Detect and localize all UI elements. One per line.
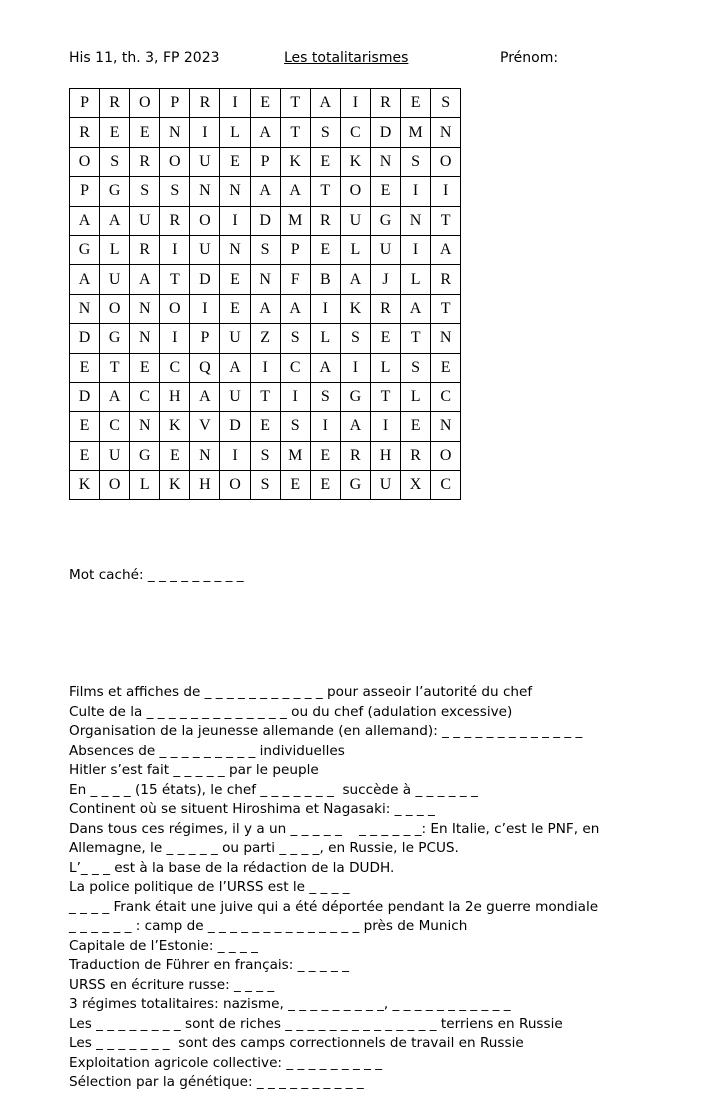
- grid-row: [70, 294, 461, 323]
- name-label: Prénom:: [500, 50, 559, 66]
- grid-cell: I: [340, 89, 370, 118]
- question-line: Culte de la _ _ _ _ _ _ _ _ _ _ _ _ _ ou du chef (adulation excessive): [69, 703, 513, 720]
- grid-cell: T: [250, 382, 280, 411]
- grid-cell: I: [431, 177, 461, 206]
- grid-cell: N: [250, 265, 280, 294]
- grid-cell: E: [310, 147, 340, 176]
- grid-cell: D: [70, 382, 100, 411]
- grid-cell: P: [160, 89, 190, 118]
- grid-cell: P: [280, 235, 310, 264]
- grid-cell: E: [220, 294, 250, 323]
- grid-cell: E: [370, 324, 400, 353]
- grid-cell: R: [190, 89, 220, 118]
- question-line: L’_ _ _ est à la base de la rédaction de la DUDH.: [69, 859, 395, 876]
- grid-cell: N: [431, 118, 461, 147]
- grid-cell: R: [160, 206, 190, 235]
- grid-cell: U: [130, 206, 160, 235]
- grid-cell: N: [160, 118, 190, 147]
- grid-cell: S: [250, 235, 280, 264]
- grid-cell: R: [130, 147, 160, 176]
- grid-cell: A: [310, 89, 340, 118]
- grid-cell: E: [401, 89, 431, 118]
- grid-cell: O: [431, 147, 461, 176]
- grid-cell: D: [250, 206, 280, 235]
- grid-cell: N: [401, 206, 431, 235]
- grid-cell: B: [310, 265, 340, 294]
- grid-cell: O: [190, 206, 220, 235]
- grid-cell: H: [160, 382, 190, 411]
- grid-cell: C: [130, 382, 160, 411]
- question-line: Capitale de l’Estonie: _ _ _ _: [69, 937, 258, 954]
- grid-cell: N: [431, 324, 461, 353]
- grid-cell: A: [340, 265, 370, 294]
- grid-row: [70, 89, 461, 118]
- grid-cell: I: [220, 206, 250, 235]
- grid-cell: I: [220, 89, 250, 118]
- grid-cell: M: [280, 206, 310, 235]
- grid-cell: A: [100, 382, 130, 411]
- question-line: URSS en écriture russe: _ _ _ _: [69, 976, 275, 993]
- question-line: Continent où se situent Hiroshima et Nagasaki: _ _ _ _: [69, 801, 435, 817]
- grid-cell: S: [310, 118, 340, 147]
- question-line: Absences de _ _ _ _ _ _ _ _ _ individuelles: [69, 742, 345, 759]
- grid-cell: J: [370, 265, 400, 294]
- grid-cell: R: [310, 206, 340, 235]
- grid-cell: K: [280, 147, 310, 176]
- grid-cell: E: [310, 441, 340, 470]
- grid-cell: S: [401, 353, 431, 382]
- questions-block: [69, 527, 599, 1112]
- grid-row: [70, 118, 461, 147]
- grid-cell: E: [100, 118, 130, 147]
- grid-cell: S: [310, 382, 340, 411]
- grid-cell: U: [190, 235, 220, 264]
- grid-cell: D: [370, 118, 400, 147]
- grid-cell: E: [280, 471, 310, 500]
- grid-cell: N: [130, 294, 160, 323]
- question-line: En _ _ _ _ (15 états), le chef _ _ _ _ _ _ _ succède à _ _ _ _ _ _: [69, 781, 478, 798]
- grid-cell: R: [340, 441, 370, 470]
- grid-cell: O: [100, 294, 130, 323]
- grid-cell: H: [190, 471, 220, 500]
- grid-cell: U: [100, 441, 130, 470]
- grid-cell: E: [250, 412, 280, 441]
- grid-cell: K: [340, 147, 370, 176]
- grid-cell: I: [340, 353, 370, 382]
- grid-cell: C: [340, 118, 370, 147]
- grid-cell: U: [340, 206, 370, 235]
- grid-cell: A: [130, 265, 160, 294]
- grid-cell: N: [70, 294, 100, 323]
- grid-cell: C: [280, 353, 310, 382]
- question-line: Organisation de la jeunesse allemande (en allemand): _ _ _ _ _ _ _ _ _ _ _ _ _: [69, 723, 583, 739]
- grid-cell: P: [70, 177, 100, 206]
- grid-row: [70, 353, 461, 382]
- grid-cell: E: [220, 265, 250, 294]
- grid-cell: E: [130, 353, 160, 382]
- spacer: [69, 625, 599, 645]
- grid-cell: T: [280, 118, 310, 147]
- question-line: La police politique de l’URSS est le _ _ _ _: [69, 879, 350, 895]
- hidden-word-line: Mot caché: _ _ _ _ _ _ _ _ _: [69, 567, 244, 583]
- question-line: Dans tous ces régimes, il y a un _ _ _ _ _ _ _ _ _ _ _: En Italie, c’est le PNF, en: [69, 820, 600, 837]
- grid-cell: E: [70, 353, 100, 382]
- question-line: Les _ _ _ _ _ _ _ _ sont de riches _ _ _ _ _ _ _ _ _ _ _ _ _ _ terriens en Russie: [69, 1015, 563, 1032]
- grid-cell: U: [370, 471, 400, 500]
- grid-cell: A: [280, 294, 310, 323]
- grid-cell: T: [310, 177, 340, 206]
- question-line: _ _ _ _ Frank était une juive qui a été déportée pendant la 2e guerre mondiale: [69, 898, 599, 915]
- grid-cell: I: [370, 412, 400, 441]
- grid-cell: I: [160, 324, 190, 353]
- grid-cell: U: [190, 147, 220, 176]
- course-reference: His 11, th. 3, FP 2023: [69, 50, 220, 66]
- grid-cell: O: [160, 147, 190, 176]
- grid-cell: G: [100, 324, 130, 353]
- grid-cell: L: [401, 382, 431, 411]
- grid-cell: C: [431, 471, 461, 500]
- grid-cell: T: [280, 89, 310, 118]
- question-line: Sélection par la génétique: _ _ _ _ _ _ _ _ _ _: [69, 1074, 364, 1090]
- grid-row: [70, 206, 461, 235]
- grid-cell: F: [280, 265, 310, 294]
- grid-cell: A: [100, 206, 130, 235]
- question-line: Les _ _ _ _ _ _ _ sont des camps correctionnels de travail en Russie: [69, 1035, 524, 1051]
- grid-row: [70, 324, 461, 353]
- question-line: Films et affiches de _ _ _ _ _ _ _ _ _ _ _ pour asseoir l’autorité du chef: [69, 684, 533, 700]
- grid-cell: E: [310, 235, 340, 264]
- grid-cell: O: [220, 471, 250, 500]
- grid-cell: S: [130, 177, 160, 206]
- grid-cell: P: [190, 324, 220, 353]
- grid-cell: N: [220, 177, 250, 206]
- grid-row: [70, 177, 461, 206]
- grid-row: [70, 412, 461, 441]
- grid-cell: S: [401, 147, 431, 176]
- grid-cell: I: [401, 235, 431, 264]
- grid-cell: A: [340, 412, 370, 441]
- grid-cell: N: [130, 324, 160, 353]
- grid-cell: O: [100, 471, 130, 500]
- grid-cell: A: [310, 353, 340, 382]
- grid-cell: U: [220, 324, 250, 353]
- grid-cell: A: [431, 235, 461, 264]
- grid-cell: N: [190, 441, 220, 470]
- grid-cell: H: [370, 441, 400, 470]
- grid-cell: L: [100, 235, 130, 264]
- grid-cell: X: [401, 471, 431, 500]
- grid-cell: S: [160, 177, 190, 206]
- question-line: Traduction de Führer en français: _ _ _ _ _: [69, 957, 349, 973]
- grid-cell: C: [100, 412, 130, 441]
- grid-cell: A: [70, 265, 100, 294]
- grid-cell: N: [370, 147, 400, 176]
- grid-cell: L: [130, 471, 160, 500]
- grid-cell: I: [310, 294, 340, 323]
- grid-cell: Z: [250, 324, 280, 353]
- grid-cell: S: [340, 324, 370, 353]
- grid-cell: S: [250, 471, 280, 500]
- grid-cell: A: [250, 177, 280, 206]
- grid-cell: O: [70, 147, 100, 176]
- grid-cell: U: [220, 382, 250, 411]
- grid-cell: N: [220, 235, 250, 264]
- question-line: 3 régimes totalitaires: nazisme, _ _ _ _ _ _ _ _ _, _ _ _ _ _ _ _ _ _ _ _: [69, 996, 511, 1012]
- grid-cell: G: [100, 177, 130, 206]
- grid-cell: A: [250, 118, 280, 147]
- grid-cell: V: [190, 412, 220, 441]
- grid-cell: S: [100, 147, 130, 176]
- grid-cell: G: [70, 235, 100, 264]
- grid-cell: I: [250, 353, 280, 382]
- grid-cell: T: [160, 265, 190, 294]
- grid-row: [70, 235, 461, 264]
- grid-cell: D: [190, 265, 220, 294]
- grid-row: [70, 265, 461, 294]
- grid-row: [70, 382, 461, 411]
- grid-cell: Q: [190, 353, 220, 382]
- grid-cell: E: [130, 118, 160, 147]
- grid-cell: O: [340, 177, 370, 206]
- grid-cell: I: [190, 118, 220, 147]
- grid-cell: K: [160, 412, 190, 441]
- grid-cell: S: [431, 89, 461, 118]
- grid-cell: E: [160, 441, 190, 470]
- grid-cell: N: [190, 177, 220, 206]
- grid-cell: E: [220, 147, 250, 176]
- grid-cell: U: [370, 235, 400, 264]
- grid-cell: R: [70, 118, 100, 147]
- grid-cell: O: [431, 441, 461, 470]
- grid-cell: O: [130, 89, 160, 118]
- grid-cell: A: [280, 177, 310, 206]
- grid-cell: A: [70, 206, 100, 235]
- grid-row: [70, 147, 461, 176]
- grid-cell: P: [250, 147, 280, 176]
- grid-cell: I: [280, 382, 310, 411]
- grid-cell: E: [250, 89, 280, 118]
- grid-cell: A: [190, 382, 220, 411]
- question-line: _ _ _ _ _ _ : camp de _ _ _ _ _ _ _ _ _ _ _ _ _ _ près de Munich: [69, 918, 468, 934]
- grid-cell: R: [431, 265, 461, 294]
- grid-cell: L: [370, 353, 400, 382]
- grid-cell: S: [280, 412, 310, 441]
- grid-cell: E: [70, 441, 100, 470]
- grid-cell: E: [401, 412, 431, 441]
- grid-cell: S: [250, 441, 280, 470]
- grid-row: [70, 441, 461, 470]
- grid-cell: U: [100, 265, 130, 294]
- grid-cell: I: [190, 294, 220, 323]
- word-search-grid: [69, 88, 461, 500]
- grid-cell: K: [340, 294, 370, 323]
- grid-cell: R: [401, 441, 431, 470]
- grid-cell: T: [401, 324, 431, 353]
- question-line: Hitler s’est fait _ _ _ _ _ par le peuple: [69, 762, 319, 778]
- grid-cell: K: [160, 471, 190, 500]
- grid-cell: R: [130, 235, 160, 264]
- grid-cell: R: [100, 89, 130, 118]
- grid-row: [70, 471, 461, 500]
- grid-cell: M: [401, 118, 431, 147]
- grid-cell: T: [431, 294, 461, 323]
- grid-cell: D: [220, 412, 250, 441]
- grid-cell: I: [401, 177, 431, 206]
- grid-cell: E: [310, 471, 340, 500]
- grid-cell: G: [340, 471, 370, 500]
- question-line: Exploitation agricole collective: _ _ _ _ _ _ _ _ _: [69, 1054, 383, 1071]
- grid-cell: E: [70, 412, 100, 441]
- grid-cell: T: [100, 353, 130, 382]
- grid-cell: T: [370, 382, 400, 411]
- grid-cell: A: [250, 294, 280, 323]
- grid-cell: C: [160, 353, 190, 382]
- grid-cell: L: [310, 324, 340, 353]
- grid-cell: G: [130, 441, 160, 470]
- question-list: [69, 683, 599, 1093]
- grid-cell: P: [70, 89, 100, 118]
- question-line: Allemagne, le _ _ _ _ _ ou parti _ _ _ _, en Russie, le PCUS.: [69, 840, 459, 856]
- grid-cell: E: [370, 177, 400, 206]
- grid-cell: S: [280, 324, 310, 353]
- grid-cell: C: [431, 382, 461, 411]
- grid-cell: N: [431, 412, 461, 441]
- grid-cell: A: [220, 353, 250, 382]
- worksheet-title: Les totalitarismes: [284, 50, 409, 66]
- grid-cell: G: [340, 382, 370, 411]
- grid-cell: N: [130, 412, 160, 441]
- grid-cell: O: [160, 294, 190, 323]
- grid-cell: I: [160, 235, 190, 264]
- grid-cell: R: [370, 294, 400, 323]
- grid-cell: L: [340, 235, 370, 264]
- grid-cell: A: [401, 294, 431, 323]
- grid-cell: T: [431, 206, 461, 235]
- grid-cell: G: [370, 206, 400, 235]
- grid-cell: D: [70, 324, 100, 353]
- grid-cell: K: [70, 471, 100, 500]
- grid-cell: I: [220, 441, 250, 470]
- grid-cell: R: [370, 89, 400, 118]
- grid-cell: M: [280, 441, 310, 470]
- grid-cell: L: [401, 265, 431, 294]
- grid-cell: I: [310, 412, 340, 441]
- grid-cell: L: [220, 118, 250, 147]
- grid-cell: E: [431, 353, 461, 382]
